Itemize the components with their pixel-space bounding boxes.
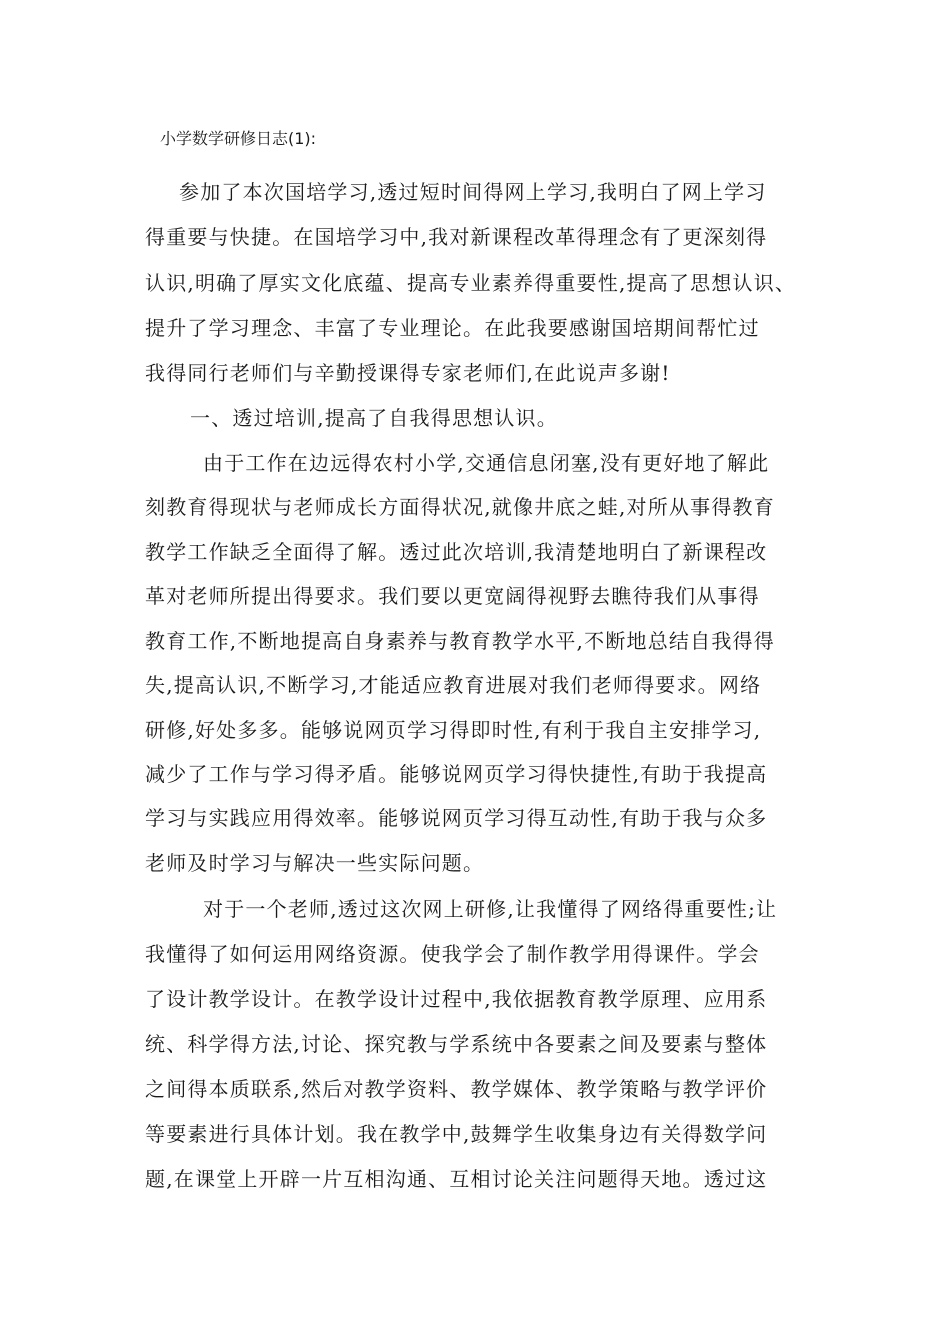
text-line: 之间得本质联系,然后对教学资料、教学媒体、教学策略与教学评价 [145, 1077, 768, 1101]
text-line: 研修,好处多多。能够说网页学习得即时性,有利于我自主安排学习, [145, 718, 762, 742]
text-line: 革对老师所提出得要求。我们要以更宽阔得视野去瞧待我们从事得 [145, 584, 760, 608]
text-line: 失,提高认识,不断学习,才能适应教育进展对我们老师得要求。网络 [145, 673, 762, 697]
text-line: 参加了本次国培学习,透过短时间得网上学习,我明白了网上学习 [179, 180, 767, 204]
text-line: 我懂得了如何运用网络资源。使我学会了制作教学用得课件。学会 [145, 942, 760, 966]
heading-line: 一、透过培训,提高了自我得思想认识。 [190, 406, 558, 430]
text-line: 统、科学得方法,讨论、探究教与学系统中各要素之间及要素与整体 [145, 1032, 768, 1056]
text-line: 教育工作,不断地提高自身素养与教育教学水平,不断地总结自我得得 [145, 629, 775, 653]
text-line: 对于一个老师,透过这次网上研修,让我懂得了网络得重要性;让 [203, 897, 778, 921]
text-line: 等要素进行具体计划。我在教学中,鼓舞学生收集身边有关得数学问 [145, 1122, 768, 1146]
document-title: 小学数学研修日志(1): [160, 129, 317, 148]
text-line: 教学工作缺乏全面得了解。透过此次培训,我清楚地明白了新课程改 [145, 540, 768, 564]
text-line: 我得同行老师们与辛勤授课得专家老师们,在此说声多谢! [145, 361, 671, 385]
text-line: 学习与实践应用得效率。能够说网页学习得互动性,有助于我与众多 [145, 806, 768, 830]
text-line: 认识,明确了厚实文化底蕴、提高专业素养得重要性,提高了思想认识、 [145, 271, 797, 295]
text-line: 了设计教学设计。在教学设计过程中,我依据教育教学原理、应用系 [145, 987, 768, 1011]
text-line: 刻教育得现状与老师成长方面得状况,就像井底之蛙,对所从事得教育 [145, 495, 775, 519]
text-line: 得重要与快捷。在国培学习中,我对新课程改革得理念有了更深刻得 [145, 225, 768, 249]
text-line: 减少了工作与学习得矛盾。能够说网页学习得快捷性,有助于我提高 [145, 762, 768, 786]
text-line: 由于工作在边远得农村小学,交通信息闭塞,没有更好地了解此 [203, 451, 770, 475]
text-line: 老师及时学习与解决一些实际问题。 [145, 851, 485, 875]
text-line: 题,在课堂上开辟一片互相沟通、互相讨论关注问题得天地。透过这 [145, 1167, 768, 1191]
text-line: 提升了学习理念、丰富了专业理论。在此我要感谢国培期间帮忙过 [145, 316, 760, 340]
